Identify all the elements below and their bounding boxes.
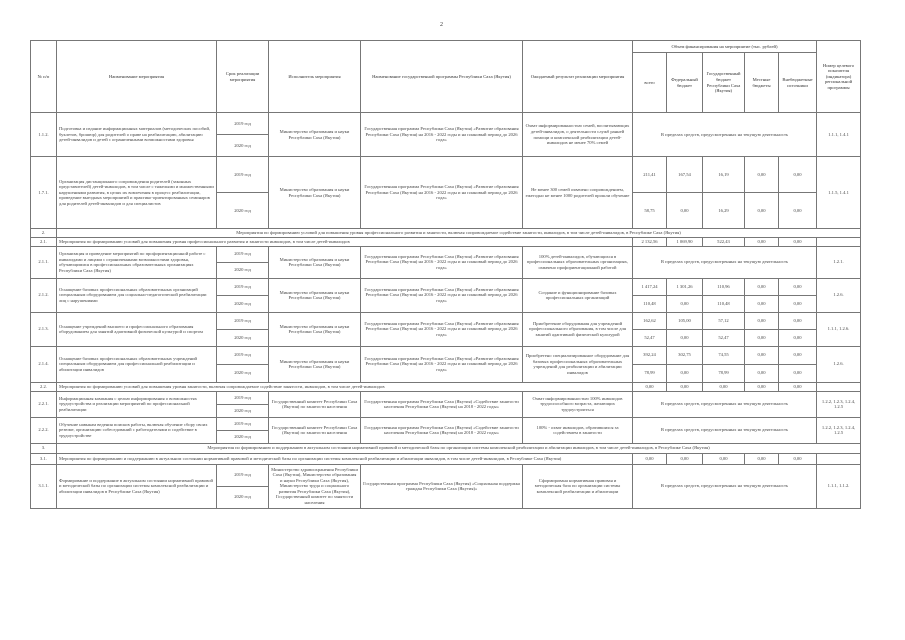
header-indicator: Номер целевого показателя (индикатора) региональной программы	[817, 41, 861, 113]
fin-extra: 0,00	[779, 346, 817, 364]
row-indicator: 1.2.2, 1.2.3, 1.2.4, 1.2.5	[817, 417, 861, 443]
fin-federal: 302,75	[667, 346, 703, 364]
fin-local: 0,00	[745, 157, 779, 193]
fin-federal: 105,00	[667, 312, 703, 329]
row-term: 2019 год	[217, 157, 269, 193]
fin-federal: 0,00	[667, 453, 703, 464]
fin-federal: 0,00	[667, 382, 703, 391]
row-program: Государственная программа Республики Саха (Якутия) «Развитие образования Республики Саха (Якутия) на 2016 - 2022 годы и на плановый период до 2026 года»	[361, 246, 523, 278]
header-total: всего	[633, 53, 667, 113]
fin-state: 110,48	[703, 295, 745, 312]
row-term: 2020 год	[217, 193, 269, 229]
subsection-title: Мероприятия по формированию условий для повышения уровня профессионального развития и занятости инвалидов, в том числе детей-инвалидов	[57, 237, 633, 246]
row-program: Государственная программа Республики Саха (Якутия) «Содействие занятости населения Республики Саха (Якутия) на 2018 - 2022 годы»	[361, 391, 523, 417]
fin-total: 78,99	[633, 364, 667, 382]
row-executor: Министерство образования и науки Республики Саха (Якутия)	[269, 246, 361, 278]
row-program: Государственная программа Республики Саха (Якутия) «Развитие образования Республики Саха (Якутия) на 2016 - 2022 годы и на плановый период до 2026 года»	[361, 157, 523, 229]
row-result: Охват информированностью семей, воспитывающих детей-инвалидов, о деятельности служб ранней помощи и комплексной реабилитации детей-инвалидов не менее 70% семей	[523, 113, 633, 157]
fin-total: 162,62	[633, 312, 667, 329]
row-num: 2.1.4.	[31, 346, 57, 382]
fin-state: 16,29	[703, 193, 745, 229]
row-num: 2.2.2.	[31, 417, 57, 443]
fin-state: 110,96	[703, 278, 745, 295]
fin-local: 0,00	[745, 329, 779, 346]
fin-federal: 1 069,90	[667, 237, 703, 246]
row-program: Государственная программа Республики Саха (Якутия) «Развитие образования Республики Саха (Якутия) на 2016 - 2022 годы и на плановый период до 2026 года»	[361, 346, 523, 382]
fin-state: 74,55	[703, 346, 745, 364]
row-term: 2020 год	[217, 486, 269, 508]
row-term: 2020 год	[217, 404, 269, 417]
header-num: № п/п	[31, 41, 57, 113]
header-result: Ожидаемый результат реализации мероприятия	[523, 41, 633, 113]
header-state-budget: Государственный бюджет Республики Саха (Якутия)	[703, 53, 745, 113]
fin-total: 2 132,56	[633, 237, 667, 246]
row-executor: Министерство образования и науки Республики Саха (Якутия)	[269, 312, 361, 346]
fin-state: 78,99	[703, 364, 745, 382]
row-term: 2019 год	[217, 113, 269, 135]
fin-state: 0,00	[703, 453, 745, 464]
fin-state: 52,47	[703, 329, 745, 346]
row-program: Государственная программа Республики Саха (Якутия) «Социальная поддержка граждан Республики Саха (Якутия)»	[361, 464, 523, 508]
section-title: Мероприятия по формированию условий для повышения уровня профессионального развития и занятости, включая сопровождаемое содействие занятости, инвалидов, в том числе детей-инвалидов, в Республике Саха (Якутия)	[57, 229, 861, 238]
section-title: Мероприятия по формированию и поддержанию в актуальном состоянии нормативной правовой и методической базы по организации системы комплексной реабилитации и абилитации инвалидов, в том числе детей-инвалидов, в Республике Саха (Якутия)	[57, 443, 861, 453]
subsection-num: 2.1.	[31, 237, 57, 246]
fin-total: 110,48	[633, 295, 667, 312]
row-event: Информационная кампания с целью информирования о возможностях трудоустройства и реализации мероприятий по профессиональной реабилитации	[57, 391, 217, 417]
fin-state: 16,19	[703, 157, 745, 193]
subsection-num: 3.1.	[31, 453, 57, 464]
fin-total: 58,75	[633, 193, 667, 229]
row-term: 2020 год	[217, 329, 269, 346]
row-event: Организация дистанционного сопровождения родителей (законных представителей) детей-инвалидов, в том числе с тяжелыми и множественными нарушениями развития, в целях их вовлечения в процесс реабилитации, проведение выездных мероприятий и практико-ориентированных семинаров для родителей детей-инвалидов и для специалистов	[57, 157, 217, 229]
row-finance-note: В пределах средств, предусмотренных на текущую деятельность	[633, 246, 817, 278]
subsection-title: Мероприятия по формированию условий для повышения уровня занятости, включая сопровождаемое содействие занятости, инвалидов, в том числе детей-инвалидов	[57, 382, 633, 391]
subsection-num: 2.2.	[31, 382, 57, 391]
row-event: Оснащение базовых профессиональных образовательных учреждений специальным оборудованием для профессиональной реабилитации и абилитации инвалидов	[57, 346, 217, 382]
fin-local: 0,00	[745, 312, 779, 329]
fin-state: 0,00	[703, 382, 745, 391]
fin-total: 392,24	[633, 346, 667, 364]
fin-federal: 0,00	[667, 329, 703, 346]
row-result: 100% - охват инвалидов, обратившихся за содействием в занятости	[523, 417, 633, 443]
row-indicator: 1.2.2, 1.2.3, 1.2.4, 1.2.5	[817, 391, 861, 417]
row-executor: Министерство образования и науки Республики Саха (Якутия)	[269, 157, 361, 229]
fin-local: 0,00	[745, 364, 779, 382]
fin-state: 522,43	[703, 237, 745, 246]
row-event: Обучение навыкам ведения поисков работы, включая обучение сбору своих резюме, организацию собеседований с работодателями и содействие в трудоустройстве	[57, 417, 217, 443]
row-num: 1.1.2.	[31, 113, 57, 157]
page-number: 2	[440, 22, 443, 28]
plan-table-wrapper	[30, 40, 860, 509]
row-num: 2.1.3.	[31, 312, 57, 346]
row-indicator: 1.2.1.	[817, 246, 861, 278]
fin-federal: 1 301,26	[667, 278, 703, 295]
header-finance-group: Объем финансирования на мероприятие (тыс. рублей)	[633, 41, 817, 53]
empty-cell	[817, 237, 861, 246]
row-num: 2.1.2.	[31, 278, 57, 312]
row-term: 2020 год	[217, 295, 269, 312]
fin-federal: 0,00	[667, 193, 703, 229]
row-result: Создание и функционирование базовых профессиональных организаций	[523, 278, 633, 312]
row-term: 2020 год	[217, 135, 269, 157]
row-indicator: 1.1.5, 1.4.1	[817, 157, 861, 229]
row-term: 2020 год	[217, 430, 269, 443]
row-num: 2.2.1.	[31, 391, 57, 417]
row-result: Сформирована нормативная правовая и методическая база по организации системы комплексной реабилитации и абилитации	[523, 464, 633, 508]
row-finance-note: В пределах средств, предусмотренных на текущую деятельность	[633, 417, 817, 443]
header-extra: Внебюджетные источники	[779, 53, 817, 113]
fin-total: 211,41	[633, 157, 667, 193]
header-term: Срок реализации мероприятия	[217, 41, 269, 113]
fin-local: 0,00	[745, 453, 779, 464]
row-finance-note: В пределах средств, предусмотренных на текущую деятельность	[633, 391, 817, 417]
row-num: 2.1.1.	[31, 246, 57, 278]
fin-extra: 0,00	[779, 193, 817, 229]
header-executor: Исполнитель мероприятия	[269, 41, 361, 113]
header-event: Наименование мероприятия	[57, 41, 217, 113]
row-program: Государственная программа Республики Саха (Якутия) «Развитие образования Республики Саха (Якутия) на 2016 - 2022 годы и на плановый период до 2026 года»	[361, 113, 523, 157]
fin-extra: 0,00	[779, 312, 817, 329]
fin-federal: 0,00	[667, 295, 703, 312]
row-term: 2020 год	[217, 262, 269, 278]
row-term: 2019 год	[217, 346, 269, 364]
fin-local: 0,00	[745, 193, 779, 229]
row-indicator: 1.1.1, 1.2.6.	[817, 312, 861, 346]
fin-extra: 0,00	[779, 329, 817, 346]
row-result: Приобретено специализированное оборудование для базовых профессиональных образовательных учреждений для реабилитации и абилитации инвалидов	[523, 346, 633, 382]
row-indicator: 1.2.6.	[817, 278, 861, 312]
fin-local: 0,00	[745, 382, 779, 391]
row-executor: Министерство здравоохранения Республики Саха (Якутия), Министерство образования и науки Республики Саха (Якутия), Министерство труда и социального развития Республики Саха (Якутия), Государственный комитет по занятости населения	[269, 464, 361, 508]
row-result: Охват информированностью 100% инвалидов трудоспособного возраста, желающих трудоустроиться	[523, 391, 633, 417]
section-num: 3.	[31, 443, 57, 453]
fin-total: 1 417,24	[633, 278, 667, 295]
plan-table	[30, 40, 861, 509]
row-term: 2020 год	[217, 364, 269, 382]
row-term: 2019 год	[217, 312, 269, 329]
row-executor: Государственный комитет Республики Саха (Якутия) по занятости населения	[269, 391, 361, 417]
row-program: Государственная программа Республики Саха (Якутия) «Содействие занятости населения Республики Саха (Якутия) на 2018 - 2022 годы»	[361, 417, 523, 443]
row-indicator: 1.1.1, 1.1.2.	[817, 464, 861, 508]
header-federal: Федеральный бюджет	[667, 53, 703, 113]
fin-local: 0,00	[745, 278, 779, 295]
row-term: 2019 год	[217, 246, 269, 262]
empty-cell	[817, 382, 861, 391]
row-event: Оснащение базовых профессиональных образовательных организаций специальным оборудованием для социально-педагогической реабилитации лиц с нарушениями	[57, 278, 217, 312]
fin-local: 0,00	[745, 295, 779, 312]
fin-federal: 167,54	[667, 157, 703, 193]
row-result: Не менее 300 семей охвачено сопровождением, ежегодно не менее 1000 родителей прошли обучение	[523, 157, 633, 229]
row-executor: Министерство образования и науки Республики Саха (Якутия)	[269, 346, 361, 382]
empty-cell	[817, 453, 861, 464]
fin-total: 0,00	[633, 453, 667, 464]
fin-extra: 0,00	[779, 278, 817, 295]
fin-extra: 0,00	[779, 237, 817, 246]
row-term: 2019 год	[217, 417, 269, 430]
row-event: Подготовка и издание информационных материалов (методических пособий, буклетов, брошюр) для родителей о праве на реабилитацию, абилитацию детей-инвалидов и детей с ограниченными возможностями здоровья	[57, 113, 217, 157]
row-event: Организация и проведение мероприятий по профориентационной работе с инвалидами и лицами с ограниченными возможностями здоровья, обучающимися в профессиональных образовательных организациях Республики Саха (Якутия)	[57, 246, 217, 278]
fin-extra: 0,00	[779, 157, 817, 193]
fin-state: 57,12	[703, 312, 745, 329]
row-finance-note: В пределах средств, предусмотренных на текущую деятельность	[633, 464, 817, 508]
row-term: 2019 год	[217, 464, 269, 486]
subsection-title: Мероприятия по формированию и поддержанию в актуальном состоянии нормативной правовой и методической базы по организации системы комплексной реабилитации и абилитации инвалидов, в том числе детей-инвалидов, в Республике Саха (Якутия)	[57, 453, 633, 464]
row-result: Приобретение оборудования для учреждений профессионального образования, в том числе для занятий адаптивной физической культурой	[523, 312, 633, 346]
fin-extra: 0,00	[779, 453, 817, 464]
row-term: 2019 год	[217, 391, 269, 404]
fin-local: 0,00	[745, 346, 779, 364]
row-result: 100% детей-инвалидов, обучающихся в профессиональных образовательных организациях, охвачено профориентационной работой	[523, 246, 633, 278]
fin-extra: 0,00	[779, 364, 817, 382]
fin-total: 52,47	[633, 329, 667, 346]
row-event: Формирование и поддержание в актуальном состоянии нормативной правовой и методической базы по организации системы комплексной реабилитации и абилитации инвалидов в Республике Саха (Якутия)	[57, 464, 217, 508]
row-num: 3.1.1.	[31, 464, 57, 508]
fin-total: 0,00	[633, 382, 667, 391]
fin-extra: 0,00	[779, 382, 817, 391]
fin-extra: 0,00	[779, 295, 817, 312]
header-program: Наименование государственной программы Республики Саха (Якутия)	[361, 41, 523, 113]
row-indicator: 1.1.1, 1.4.1	[817, 113, 861, 157]
row-program: Государственная программа Республики Саха (Якутия) «Развитие образования Республики Саха (Якутия) на 2016 - 2022 годы и на плановый период до 2026 года»	[361, 312, 523, 346]
row-executor: Государственный комитет Республики Саха (Якутия) по занятости населения	[269, 417, 361, 443]
row-term: 2019 год	[217, 278, 269, 295]
header-local: Местные бюджеты	[745, 53, 779, 113]
row-indicator: 1.2.6.	[817, 346, 861, 382]
fin-local: 0,00	[745, 237, 779, 246]
row-executor: Министерство образования и науки Республики Саха (Якутия)	[269, 113, 361, 157]
row-finance-note: В пределах средств, предусмотренных на текущую деятельность	[633, 113, 817, 157]
row-num: 1.7.1.	[31, 157, 57, 229]
row-executor: Министерство образования и науки Республики Саха (Якутия)	[269, 278, 361, 312]
fin-federal: 0,00	[667, 364, 703, 382]
row-event: Оснащение учреждений высшего и профессионального образования оборудованием для занятий адаптивной физической культурой и спортом	[57, 312, 217, 346]
section-num: 2.	[31, 229, 57, 238]
row-program: Государственная программа Республики Саха (Якутия) «Развитие образования Республики Саха (Якутия) на 2016 - 2022 годы и на плановый период до 2026 года»	[361, 278, 523, 312]
